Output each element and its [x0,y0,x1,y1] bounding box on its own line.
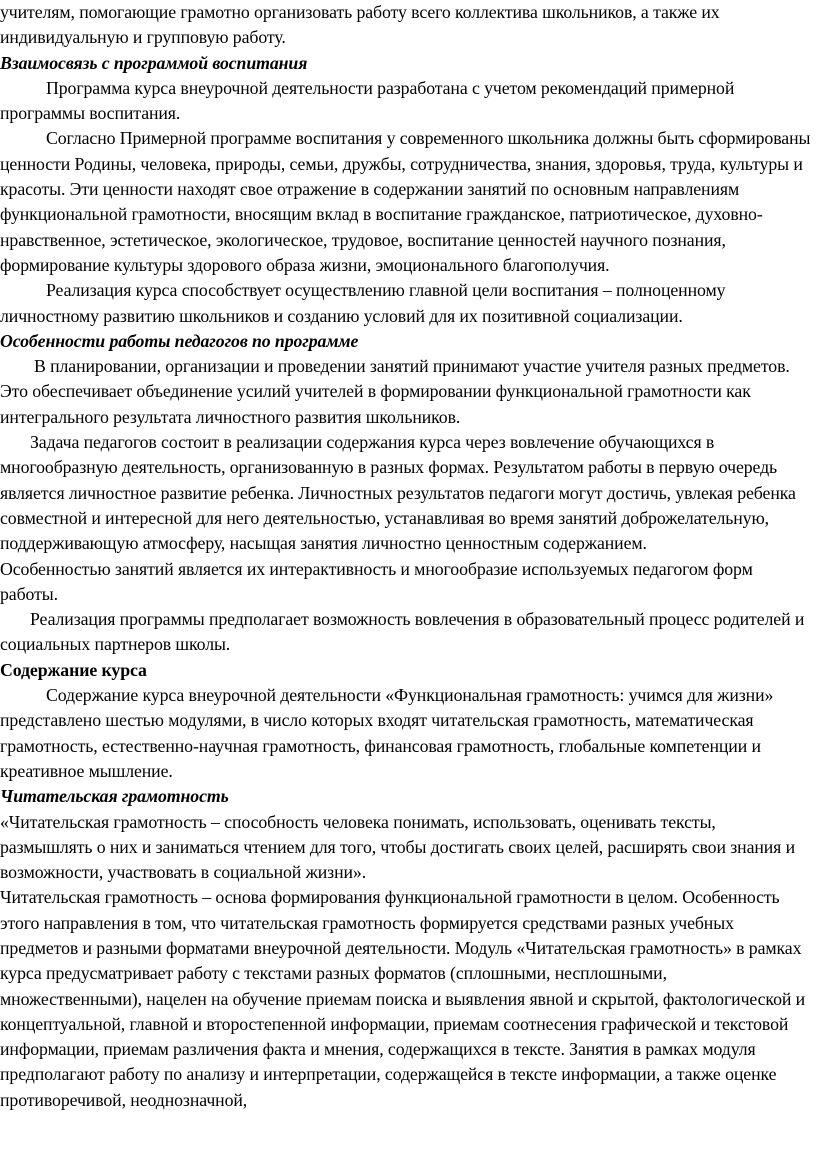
paragraph: Читательская грамотность – основа формирования функциональной грамотности в целом. Особенность этого направления в том, что читательская грамотность формируется средствами разных учебных предметов и разными форматами внеурочной деятельности. Модуль «Читательская грамотность» в рамках курса предусматривает работу с текстами разных форматов (сплошными, несплошными, множественными), нацелен на обучение приемам поиска и выявления явной и скрытой, фактологической и концептуальной, главной и второстепенной информации, приемам соотнесения графической и текстовой информации, приемам различения факта и мнения, содержащихся в тексте. Занятия в рамках модуля предполагают работу по анализу и интерпретации, содержащейся в тексте информации, а также оценке противоречивой, неоднозначной, [0,887,806,1110]
paragraph: Программа курса внеурочной деятельности разработана с учетом рекомендаций примерной программы воспитания. [0,77,735,124]
paragraph: «Читательская грамотность – способность человека понимать, использовать, оценивать тексты, размышлять о них и заниматься чтением для того, чтобы достигать своих целей, расширять свои знания и возможности, участвовать в социальной жизни». [0,811,796,883]
heading-course-content: Содержание курса [0,659,147,680]
continuation-paragraph: учителям, помогающие грамотно организовать работу всего коллектива школьников, а также их индивидуальную и групповую работу. [0,2,720,48]
paragraph: Реализация курса способствует осуществлению главной цели воспитания – полноценному личностному развитию школьников и созданию условий для их позитивной социализации. [0,280,726,326]
paragraph: Согласно Примерной программе воспитания у современного школьника должны быть сформированы ценности Родины, человека, природы, семьи, дружбы, сотрудничества, знания, здоровья, труда, культуры и красоты. Эти ценности находят свое отражение в содержании занятий по основным направлениям функциональной грамотности, вносящим вклад в воспитание гражданское, патриотическое, духовно-нравственное, эстетическое, экологическое, трудовое, воспитание ценностей научного познания, формирование культуры здорового образа жизни, эмоционального благополучия. [0,128,811,275]
paragraph: Особенностью занятий является их интерактивность и многообразие используемых педагогом форм работы. [0,558,753,604]
paragraph: Задача педагогов состоит в реализации содержания курса через вовлечение обучающихся в многообразную деятельность, организованную в разных формах. Результатом работы в первую очередь является личностное развитие ребенка. Личностных результатов педагоги могут достичь, увлекая ребенка совместной и интересной для него деятельностью, устанавливая во время занятий доброжелательную, поддерживающую атмосферу, насыщая занятия личностно ценностным содержанием. [0,432,796,554]
heading-reading-literacy: Читательская грамотность [0,786,229,807]
heading-teacher-features: Особенности работы педагогов по программе [0,330,359,351]
heading-upbringing-program: Взаимосвязь с программой воспитания [0,52,308,73]
paragraph: Реализация программы предполагает возможность вовлечения в образовательный процесс родителей и социальных партнеров школы. [0,609,805,655]
paragraph: Содержание курса внеурочной деятельности «Функциональная грамотность: учимся для жизни» представлено шестью модулями, в число которых входят читательская грамотность, математическая грамотность, естественно-научная грамотность, финансовая грамотность, глобальные компетенции и креативное мышление. [0,685,774,781]
paragraph: В планировании, организации и проведении занятий принимают участие учителя разных предметов. Это обеспечивает объединение усилий учителей в формировании функциональной грамотности как интегрального результата личностного развития школьников. [0,356,790,427]
